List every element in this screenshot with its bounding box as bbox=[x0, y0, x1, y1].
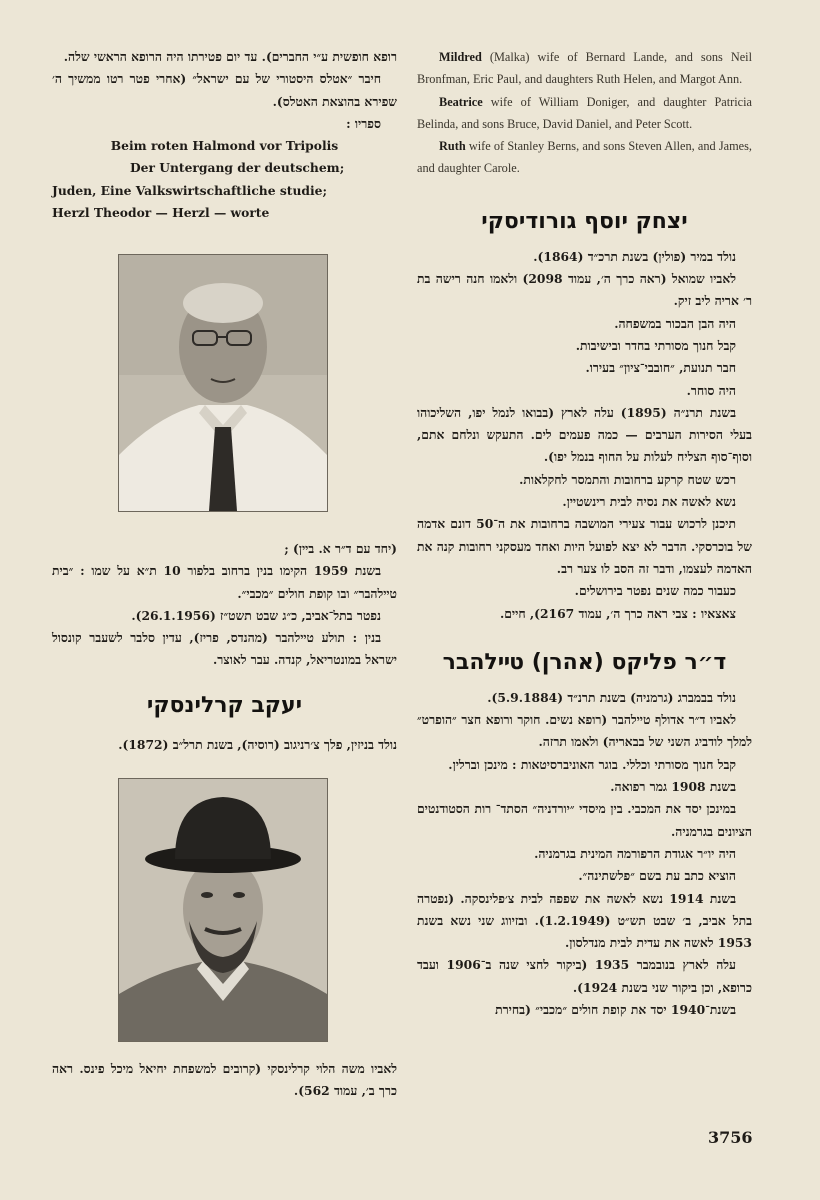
descendant-name: Ruth bbox=[439, 139, 466, 154]
paragraph: במינכן יסד את המכבי. בין מיסדי ״יורדניה״ הסתד־ רות הסטודנטים הציונים בגרמניה. bbox=[417, 801, 752, 839]
paragraph: עלה לארץ בנובמבר 1935 (ביקור לחצי שנה ב־1906 ועבד כרופא, וכן ביקור שני בשנת 1924). bbox=[417, 957, 752, 995]
paragraph: קבל חנוך מסורתי וכללי. בוגר האוניברסיטאות : מינכן וברלין. bbox=[448, 756, 736, 772]
paragraph: בנין : תולע טײלהבר (מהנדס, פריז), עדין סלבר לשעבר קונסול ישראל במונטריאל, קנדה. עבר לאוצר. bbox=[52, 630, 397, 668]
paragraph: תיכנן לרכוש עבור צעירי המושבה ברחובות את ה־50 דונם אדמה של בוכרסקי. הדבר לא יצא לפועל היות ואחד מעסקני רחובות קנה את האדמה לעצמו, ודבר זה הסב לו צער רב. bbox=[417, 516, 752, 576]
section-title: ד״ר פליקס (אהרן) טײלהבר bbox=[442, 649, 727, 675]
book-title: Herzl Theodor — Herzl — worte bbox=[52, 205, 270, 221]
descendant-details: wife of William Doniger, and daughter Patricia Belinda, and sons Bruce, David Daniel, and Peter Scott. bbox=[417, 94, 752, 131]
paragraph: לאביו שמואל (ראה כרך ה׳, עמוד 2098) ולאמו חנה רישה בת ר׳ אריה ליב זיק. bbox=[417, 271, 752, 309]
section-title: יצחק יוסף גורודיסקי bbox=[481, 208, 688, 234]
descendant-details: wife of Stanley Berns, and sons Steven Allen, and James, and daughter Carole. bbox=[417, 139, 752, 176]
paragraph: רופא חופשית ע״י החברים). עד יום פטירתו היה הרופא הראשי שלה. bbox=[63, 49, 397, 64]
descendant-name: Mildred bbox=[439, 50, 482, 64]
paragraph: נולד בבמברג (גרמניה) בשנת תרנ״ד (5.9.1884). bbox=[487, 689, 736, 705]
biography-teilhaber bbox=[417, 687, 752, 1021]
portrait-drawing bbox=[119, 779, 327, 1041]
paragraph: נשא לאשה את נסיה לבית רינשטײן. bbox=[562, 494, 736, 510]
page-number: 3756 bbox=[708, 1128, 753, 1147]
paragraph: הוציא כתב עת בשם ״פלשתינה״. bbox=[578, 868, 736, 884]
paragraph: היה סוחר. bbox=[686, 382, 736, 398]
paragraph: בשנת 1959 הקימו בנין ברחוב בלפור 10 ת״א על שמו : ״בית טײלהבר״ ובו קופת חולים ״מכבי״. bbox=[52, 563, 397, 601]
paragraph: היה יו״ר אגודת הרפורמה המינית בגרמניה. bbox=[534, 845, 736, 861]
paragraph: כעבור כמה שנים נפטר בירושלים. bbox=[574, 583, 736, 599]
paragraph: בשנת 1914 נשא לאשה את שפפה לבית צ׳פלינסקה. (נפטרה בתל אביב, ב׳ שבט תש״ט (1.2.1949). ובזיווג שני נשא בשנת 1953 לאשה את עדית לבית מנדלסון. bbox=[417, 890, 752, 951]
paragraph: קבל חנוך מסורתי בחדר ובישיבות. bbox=[575, 337, 736, 353]
paragraph: לאביו ד״ר אדולף טײלהבר (רופא נשים. חוקר ורופא חצר ״הופרט״ למלך לודביג השני של בבאריה) ולאמו תרזה. bbox=[417, 712, 752, 750]
right-column bbox=[417, 46, 752, 1021]
paragraph: היה הבן הבכור במשפחה. bbox=[614, 315, 736, 331]
book-title: Juden, Eine Valkswirtschaftliche studie; bbox=[52, 182, 328, 198]
caption: (יחד עם ד״ר א. בײן) ; bbox=[284, 541, 397, 556]
descendant-paragraph bbox=[417, 46, 752, 91]
book-title: Der Untergang der deutschem; bbox=[130, 160, 345, 176]
paragraph: בשנת 1908 גמר רפואה. bbox=[610, 779, 736, 795]
book-title: Beim roten Halmond vor Tripolis bbox=[110, 138, 339, 154]
paragraph: צאצאיו : צבי ראה כרך ה׳, עמוד 2167), חיים. bbox=[499, 605, 736, 621]
biography-gorodisky bbox=[417, 246, 752, 625]
paragraph: נולד במיר (פולין) בשנת תרכ״ד (1864). bbox=[533, 248, 736, 264]
paragraph: ספריו : bbox=[346, 115, 381, 131]
paragraph: בשנת תרנ״ה (1895) עלה לארץ (בבואו לנמל יפו, השליכוהו בעלי הסירות הערבים — כמה פעמים לים. התעקש ונלחם אתם, וסוף־סוף הצליח לעלות על החוף בנמל יפו). bbox=[417, 404, 752, 465]
paragraph: נפטר בתל־אביב, כ״ג שבט תשט״ז (26.1.1956). bbox=[131, 607, 381, 623]
paragraph: רכש שטח קרקע ברחובות והתמסר לחקלאות. bbox=[519, 471, 736, 487]
descendants-english bbox=[417, 46, 752, 180]
portrait-drawing bbox=[119, 255, 327, 511]
descendant-paragraph bbox=[417, 91, 752, 136]
caption: לאביו משה הלוי קרלינסקי (קרובים למשפחת יחיאל מיכל פינס. ראה כרך ב׳, עמוד 562). bbox=[52, 1061, 397, 1099]
paragraph: חיבר ״אטלס היסטורי של עם ישראל״ (אחרי פטר רטו ממשיך ה׳ שפירא בהוצאת האטלס). bbox=[52, 71, 397, 109]
section-title: יעקב קרלינסקי bbox=[146, 692, 303, 718]
paragraph: נולד בניזין, פלך צ׳רניגוב (רוסיה), בשנת תרל״ב (1872). bbox=[118, 736, 397, 752]
portrait-karlinsky-photo bbox=[118, 778, 328, 1042]
portrait-teilhaber-photo bbox=[118, 254, 328, 512]
left-column bbox=[52, 46, 397, 224]
left-top-text bbox=[52, 46, 397, 135]
descendant-details: (Malka) wife of Bernard Lande, and sons Neil Bronfman, Eric Paul, and daughters Ruth Helen, and Margot Ann. bbox=[417, 50, 752, 87]
left-caption-block bbox=[52, 1058, 397, 1103]
paragraph: בשנת־1940 יסד את קופת חולים ״מכבי״ (בחירת bbox=[495, 1001, 736, 1017]
descendant-name: Beatrice bbox=[439, 94, 483, 109]
left-middle-block bbox=[52, 538, 397, 756]
descendant-paragraph bbox=[417, 135, 752, 180]
paragraph: חבר תנועת, ״חובבי־ציון״ בעירו. bbox=[585, 360, 736, 376]
german-book-list bbox=[52, 135, 397, 224]
